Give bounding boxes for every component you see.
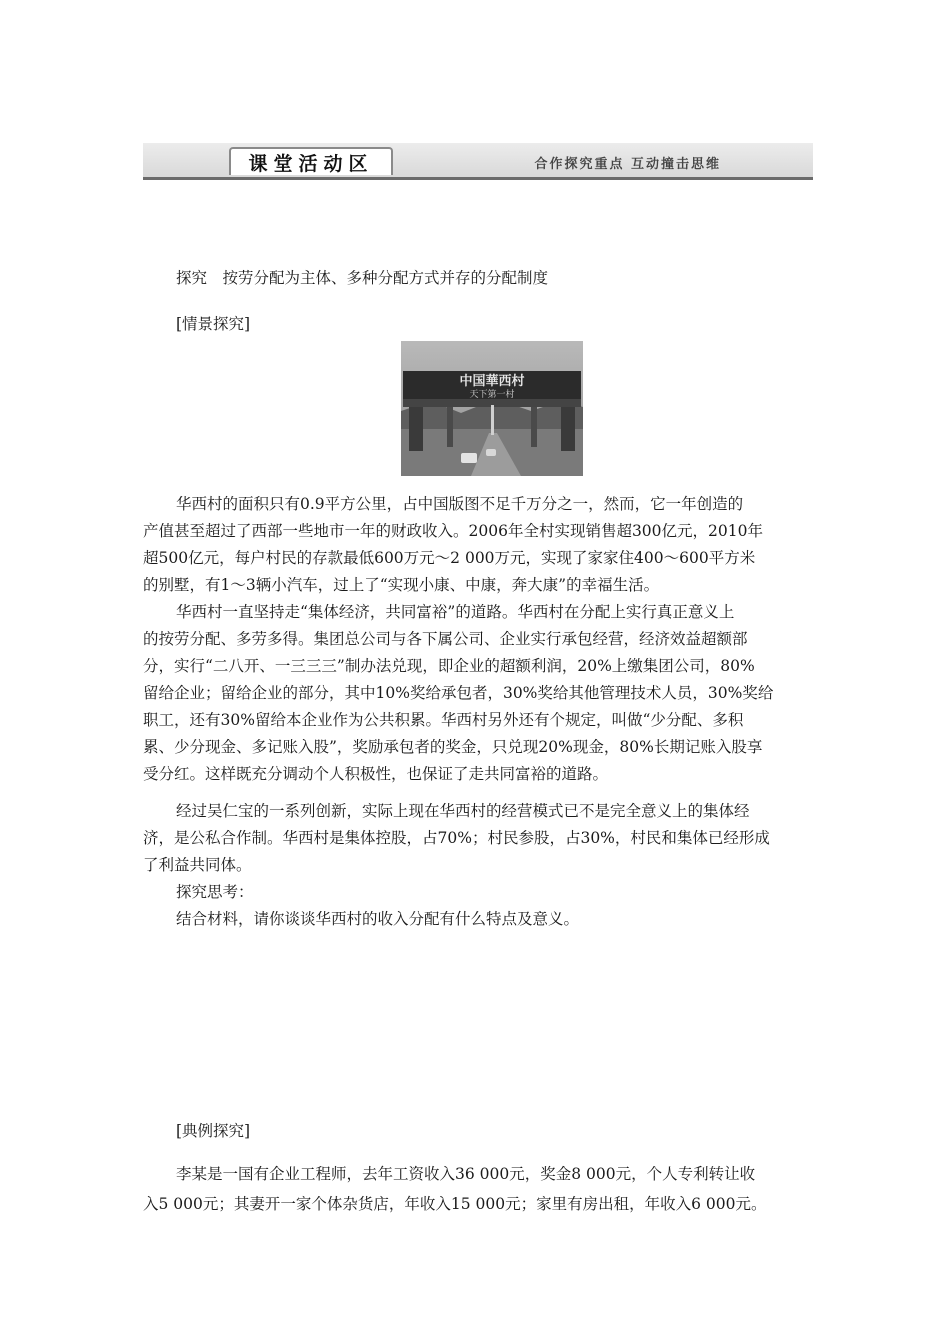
body-line: 超500亿元，每户村民的存款最低600万元～2 000万元，实现了家家住400～600平方米 <box>143 549 756 567</box>
scenario-label: [情景探究] <box>176 315 251 333</box>
body-line: 华西村一直坚持走“集体经济，共同富裕”的道路。华西村在分配上实行真正意义上 <box>176 603 735 621</box>
example-label: [典例探究] <box>176 1122 251 1140</box>
inquiry-heading: 探究 按劳分配为主体、多种分配方式并存的分配制度 <box>176 269 549 287</box>
example-line: 李某是一国有企业工程师，去年工资收入36 000元，奖金8 000元，个人专利转让收 <box>176 1165 756 1183</box>
section-banner <box>143 143 813 180</box>
body-line: 职工，还有30%留给本企业作为公共积累。华西村另外还有个规定，叫做“少分配、多积 <box>143 711 744 729</box>
body-line: 产值甚至超过了西部一些地市一年的财政收入。2006年全村实现销售超300亿元，2010年 <box>143 522 763 540</box>
body-line: 留给企业；留给企业的部分，其中10%奖给承包者，30%奖给其他管理技术人员，30%奖给 <box>143 684 774 702</box>
think-question: 结合材料，请你谈谈华西村的收入分配有什么特点及意义。 <box>176 910 580 928</box>
body-line: 分，实行“二八开、一三三三”制办法兑现，即企业的超额利润，20%上缴集团公司，80% <box>143 657 755 675</box>
body-line: 济，是公私合作制。华西村是集体控股，占70%；村民参股，占30%，村民和集体已经形成 <box>143 829 770 847</box>
body-line: 累、少分现金、多记账入股”，奖励承包者的奖金，只兑现20%现金，80%长期记账入股享 <box>143 738 763 756</box>
body-line: 受分红。这样既充分调动个人积极性，也保证了走共同富裕的道路。 <box>143 765 609 783</box>
banner-subtitle: 合作探究重点 互动撞击思维 <box>534 157 721 172</box>
gate-sign-text: 中国華西村 <box>459 374 525 389</box>
body-line: 的按劳分配、多劳多得。集团总公司与各下属公司、企业实行承包经营，经济效益超额部 <box>143 630 748 648</box>
body-line: 华西村的面积只有0.9平方公里，占中国版图不足千万分之一，然而，它一年创造的 <box>176 495 744 513</box>
body-line: 的别墅，有1～3辆小汽车，过上了“实现小康、中康，奔大康”的幸福生活。 <box>143 576 660 594</box>
body-line: 经过吴仁宝的一系列创新，实际上现在华西村的经营模式已不是完全意义上的集体经 <box>176 802 750 820</box>
village-gate-photo <box>401 341 583 476</box>
banner-title: 课堂活动区 <box>229 147 393 175</box>
example-line: 入5 000元；其妻开一家个体杂货店，年收入15 000元；家里有房出租，年收入6 000元。 <box>143 1195 767 1213</box>
think-label: 探究思考： <box>176 883 254 901</box>
gate-sub-sign-text: 天下第一村 <box>469 390 515 400</box>
body-line: 了利益共同体。 <box>143 856 252 874</box>
